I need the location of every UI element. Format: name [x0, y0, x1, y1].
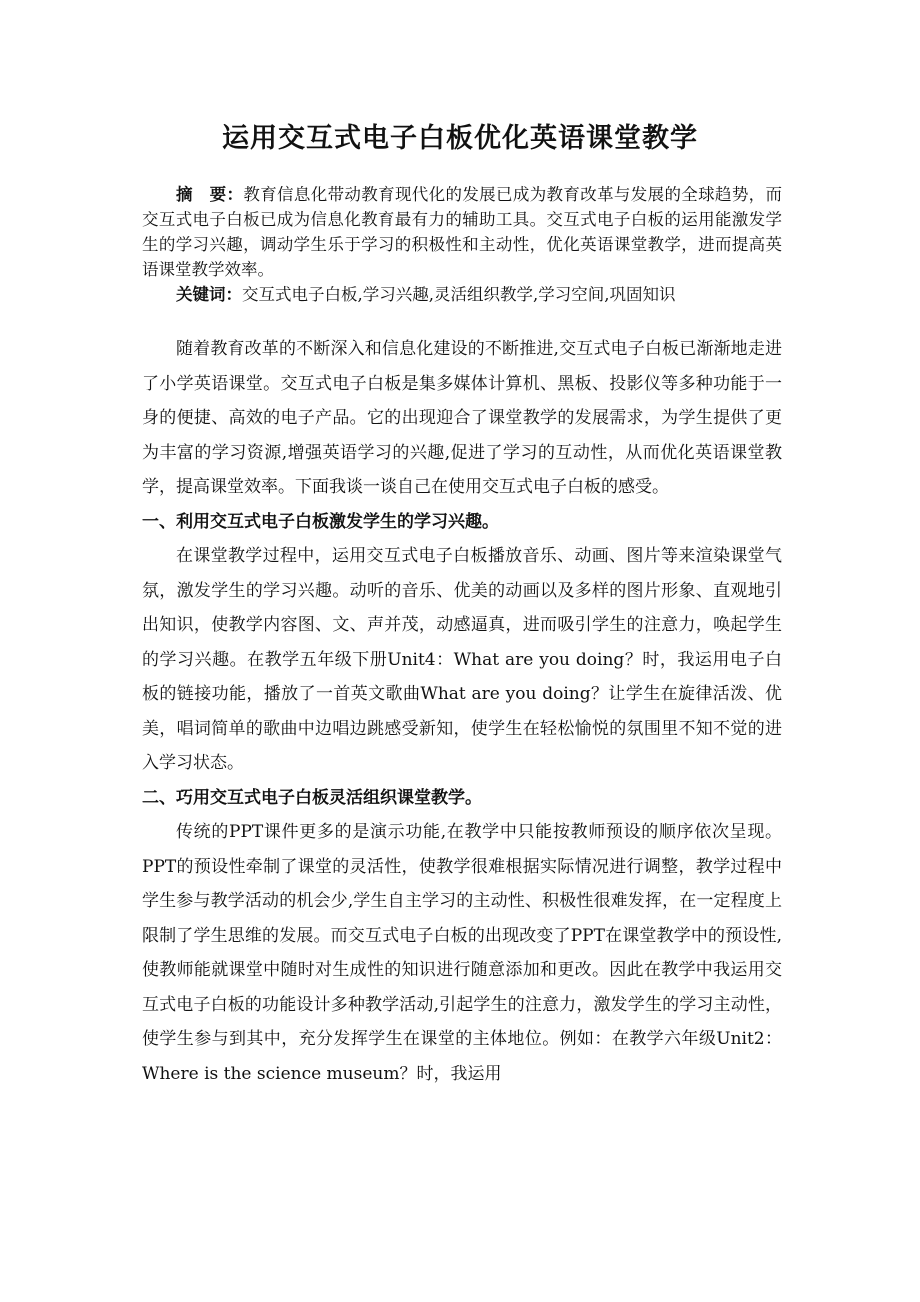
section-1-heading: 一、利用交互式电子白板激发学生的学习兴趣。	[142, 511, 499, 532]
intro-paragraph: 随着教育改革的不断深入和信息化建设的不断推进,交互式电子白板已渐渐地走进了小学英语课堂。交互式电子白板是集多媒体计算机、黑板、投影仪等多种功能于一身的便捷、高效的电子产品。它的出现迎合了课堂教学的发展需求，为学生提供了更为丰富的学习资源,增强英语学习的兴趣,促进了学习的互动性，从而优化英语课堂教学，提高课堂效率。下面我谈一谈自己在使用交互式电子白板的感受。	[142, 339, 782, 497]
abstract-text: 教育信息化带动教育现代化的发展已成为教育改革与发展的全球趋势，而交互式电子白板已成为信息化教育最有力的辅助工具。交互式电子白板的运用能激发学生的学习兴趣，调动学生乐于学习的积极性和主动性，优化英语课堂教学，进而提高英语课堂教学效率。	[142, 185, 783, 279]
section-2-paragraph: 传统的PPT课件更多的是演示功能,在教学中只能按教师预设的顺序依次呈现。PPT的预设性牵制了课堂的灵活性，使教学很难根据实际情况进行调整，教学过程中学生参与教学活动的机会少,学生自主学习的主动性、积极性很难发挥，在一定程度上限制了学生思维的发展。而交互式电子白板的出现改变了PPT在课堂教学中的预设性,使教师能就课堂中随时对生成性的知识进行随意添加和更改。因此在教学中我运用交互式电子白板的功能设计多种教学活动,引起学生的注意力，激发学生的学习主动性，使学生参与到其中，充分发挥学生在课堂的主体地位。例如：在教学六年级Unit2：Where is the science museum？时，我运用	[142, 822, 782, 1084]
abstract-label: 摘 要：	[176, 185, 244, 204]
keywords-text: 交互式电子白板,学习兴趣,灵活组织教学,学习空间,巩固知识	[242, 285, 676, 304]
section-2-heading: 二、巧用交互式电子白板灵活组织课堂教学。	[142, 787, 482, 808]
abstract-paragraph	[142, 182, 782, 282]
keywords-paragraph	[142, 282, 782, 307]
keywords-label: 关键词：	[176, 285, 242, 304]
document-title: 运用交互式电子白板优化英语课堂教学	[222, 123, 698, 154]
body-text	[142, 332, 782, 1091]
section-1-paragraph: 在课堂教学过程中，运用交互式电子白板播放音乐、动画、图片等来渲染课堂气氛，激发学生的学习兴趣。动听的音乐、优美的动画以及多样的图片形象、直观地引出知识，使教学内容图、文、声并茂，动感逼真，进而吸引学生的注意力，唤起学生的学习兴趣。在教学五年级下册Unit4：What are you doing？时，我运用电子白板的链接功能，播放了一首英文歌曲What are you doing？让学生在旋律活泼、优美，唱词简单的歌曲中边唱边跳感受新知，使学生在轻松愉悦的氛围里不知不觉的进入学习状态。	[142, 546, 782, 773]
